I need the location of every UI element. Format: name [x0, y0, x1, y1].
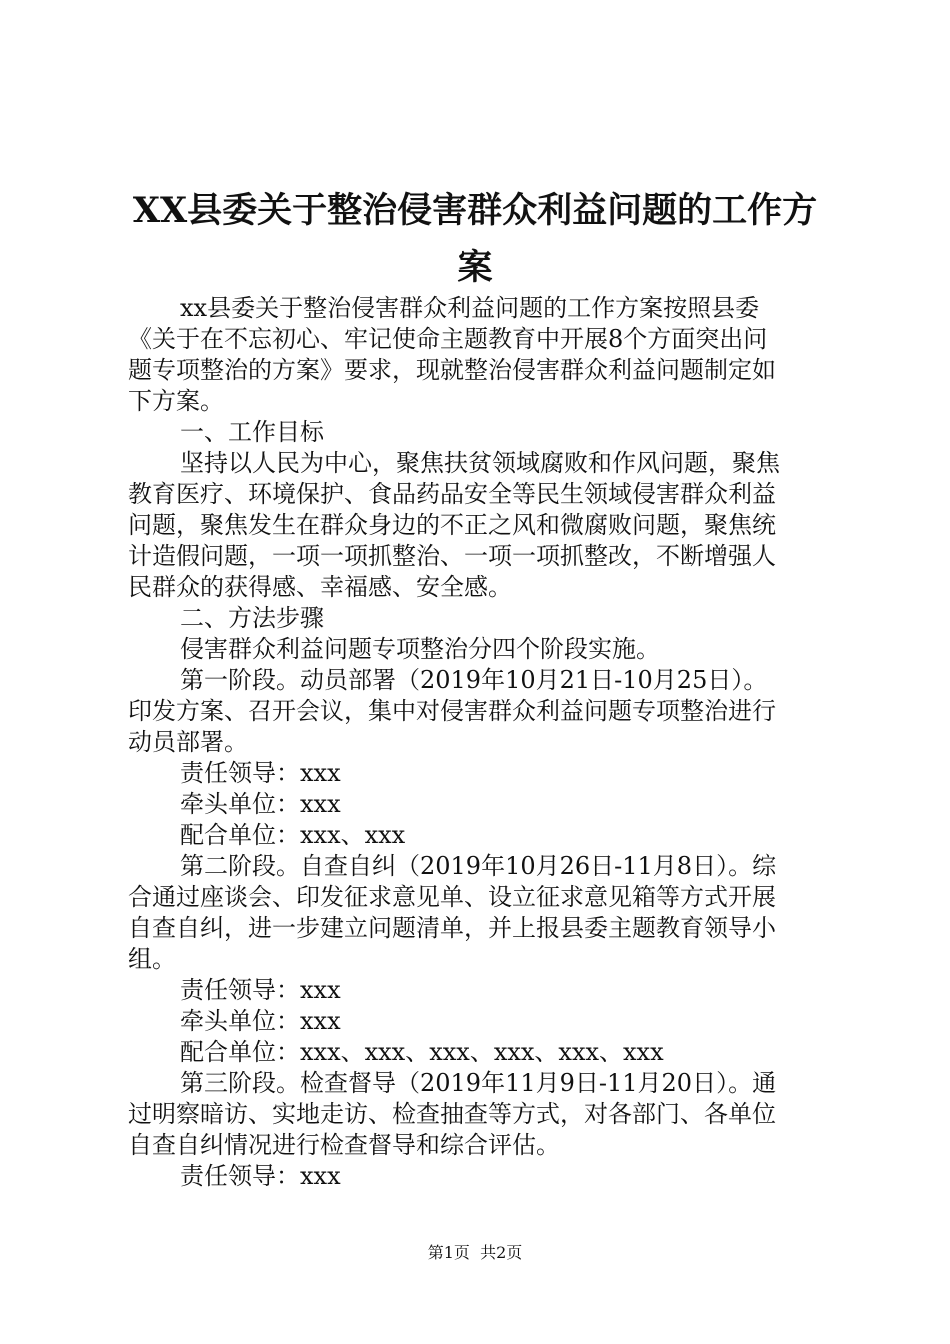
body-line: 侵害群众利益问题专项整治分四个阶段实施。 — [180, 635, 660, 663]
cooperating-units: 配合单位：xxx、xxx、xxx、xxx、xxx、xxx — [180, 1038, 664, 1066]
body-line: xx县委关于整治侵害群众利益问题的工作方案按照县委 — [180, 294, 760, 322]
page-footer — [0, 1242, 950, 1264]
body-line: 过明察暗访、实地走访、检查抽查等方式，对各部门、各单位 — [128, 1100, 776, 1128]
page-number: 第1页 共2页 — [427, 1243, 523, 1262]
document-title-line-2: 案 — [457, 247, 493, 288]
responsible-leader: 责任领导：xxx — [180, 759, 341, 787]
body-line: 教育医疗、环境保护、食品药品安全等民生领域侵害群众利益 — [128, 480, 776, 508]
body-line: 计造假问题，一项一项抓整治、一项一项抓整改，不断增强人 — [128, 542, 776, 570]
cooperating-units: 配合单位：xxx、xxx — [180, 821, 406, 849]
body-line: 组。 — [128, 945, 176, 973]
lead-unit: 牵头单位：xxx — [180, 1007, 341, 1035]
lead-unit: 牵头单位：xxx — [180, 790, 341, 818]
body-line: 题专项整治的方案》要求，现就整治侵害群众利益问题制定如 — [128, 356, 776, 384]
phase-1-line: 第一阶段。动员部署（2019年10月21日-10月25日）。 — [180, 666, 768, 694]
document-body — [128, 293, 828, 1192]
phase-2-line: 第二阶段。自查自纠（2019年10月26日-11月8日）。综 — [180, 852, 777, 880]
phase-3-line: 第三阶段。检查督导（2019年11月9日-11月20日）。通 — [180, 1069, 777, 1097]
responsible-leader: 责任领导：xxx — [180, 976, 341, 1004]
section-heading-steps: 二、方法步骤 — [180, 604, 324, 632]
body-line: 合通过座谈会、印发征求意见单、设立征求意见箱等方式开展 — [128, 883, 776, 911]
document-title-line-1: XX县委关于整治侵害群众利益问题的工作方 — [132, 190, 818, 231]
body-line: 下方案。 — [128, 387, 224, 415]
body-line: 动员部署。 — [128, 728, 248, 756]
responsible-leader: 责任领导：xxx — [180, 1162, 341, 1190]
body-line: 自查自纠，进一步建立问题清单，并上报县委主题教育领导小 — [128, 914, 776, 942]
body-line: 民群众的获得感、幸福感、安全感。 — [128, 573, 512, 601]
body-line: 自查自纠情况进行检查督导和综合评估。 — [128, 1131, 560, 1159]
section-heading-goals: 一、工作目标 — [180, 418, 324, 446]
body-line: 问题，聚焦发生在群众身边的不正之风和微腐败问题，聚焦统 — [128, 511, 776, 539]
body-line: 《关于在不忘初心、牢记使命主题教育中开展8个方面突出问 — [128, 325, 768, 353]
body-line: 坚持以人民为中心，聚焦扶贫领域腐败和作风问题，聚焦 — [180, 449, 780, 477]
body-line: 印发方案、召开会议，集中对侵害群众利益问题专项整治进行 — [128, 697, 776, 725]
